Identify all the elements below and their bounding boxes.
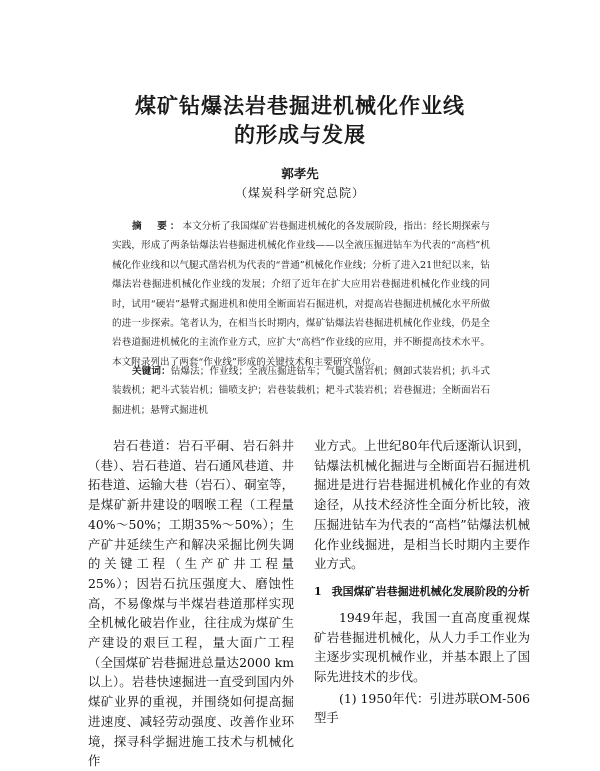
- section-heading: [314, 582, 530, 602]
- abstract-label: 摘 要：: [132, 221, 183, 232]
- keywords-label: 关键词：: [132, 366, 171, 377]
- keywords-text: 钻爆法；作业线；全液压掘进钻车；气腿式凿岩机；侧卸式装岩机；扒斗式装载机；耙斗式装岩机；锚喷支护；岩巷装载机；耙斗式装岩机；岩巷掘进；全断面岩石掘进机；悬臂式掘进机: [112, 366, 491, 416]
- body-paragraph: 岩石巷道：岩石平硐、岩石斜井（巷）、岩石巷道、岩石通风巷道、井拓巷道、运输大巷（岩石）、硐室等，是煤矿新井建设的咽喉工程（工程量40%～50%；工期35%～50%）；生产矿井延续生产和解决采掘比例失调的关键工程（生产矿井工程量25%）；因岩石抗压强度大、磨蚀性高，不易像煤与半煤岩巷道那样实现全机械化破岩作业，往往成为煤矿生产建设的艰巨工程，量大面广工程（全国煤矿岩巷掘进总量达2000 km以上）。岩巷快速掘进一直受到国内外煤矿业界的重视，并围绕如何提高掘进速度、减轻劳动强度、改善作业环境，探寻科学掘进施工技术与机械化作: [88, 438, 294, 769]
- body-paragraph: (1) 1950年代：引进苏联OM-506型手: [314, 690, 530, 726]
- keywords: [112, 362, 490, 420]
- author: 郭孝先: [281, 166, 319, 181]
- paper-title-line2: 的形成与发展: [234, 122, 366, 147]
- body-right-column: [314, 436, 530, 728]
- paper-title-line1: 煤矿钻爆法岩巷掘进机械化作业线: [135, 93, 465, 118]
- body-paragraph: 业方式。上世纪80年代后逐渐认识到，钻爆法机械化掘进与全断面岩石掘进机掘进是进行岩巷掘进机械化作业的有效途径，从技术经济性全面分析比较，液压掘进钻车为代表的“高档”钻爆法机械化作业线掘进，是相当长时期内主要作业方式。: [314, 438, 530, 572]
- abstract: [112, 217, 490, 372]
- section-number: 1: [314, 584, 322, 598]
- affiliation: （煤炭科学研究总院）: [234, 186, 365, 200]
- section-title: 我国煤矿岩巷掘进机械化发展阶段的分析: [331, 584, 530, 598]
- body-left-column: [88, 436, 294, 771]
- body-paragraph: 1949年起，我国一直高度重视煤矿岩巷掘进机械化，从人力手工作业为主逐步实现机械作业，并基本跟上了国际先进技术的步伐。: [314, 609, 530, 685]
- abstract-text: 本文分析了我国煤矿岩巷掘进机械化的各发展阶段，指出：经长期探索与实践，形成了两条钻爆法岩巷掘进机械化作业线——以全液压掘进钻车为代表的“高档”机械化作业线和以气腿式凿岩机为代表的“普通”机械化作业线；分析了进入21世纪以来，钻爆法岩巷掘进机械化作业线的发展；介绍了近年在扩大应用岩巷掘进机械化作业线的同时，试用“硬岩”悬臂式掘进机和使用全断面岩石掘进机，对提高岩巷掘进机械化水平所做的进一步探索。笔者认为，在相当长时期内，煤矿钻爆法岩巷掘进机械化作业线，仍是全岩巷道掘进机械化的主流作业方式，应扩大“高档”作业线的应用，并不断提高技术水平。本文附录列出了两套“作业线”形成的关键技术和主要研究单位。: [112, 221, 491, 368]
